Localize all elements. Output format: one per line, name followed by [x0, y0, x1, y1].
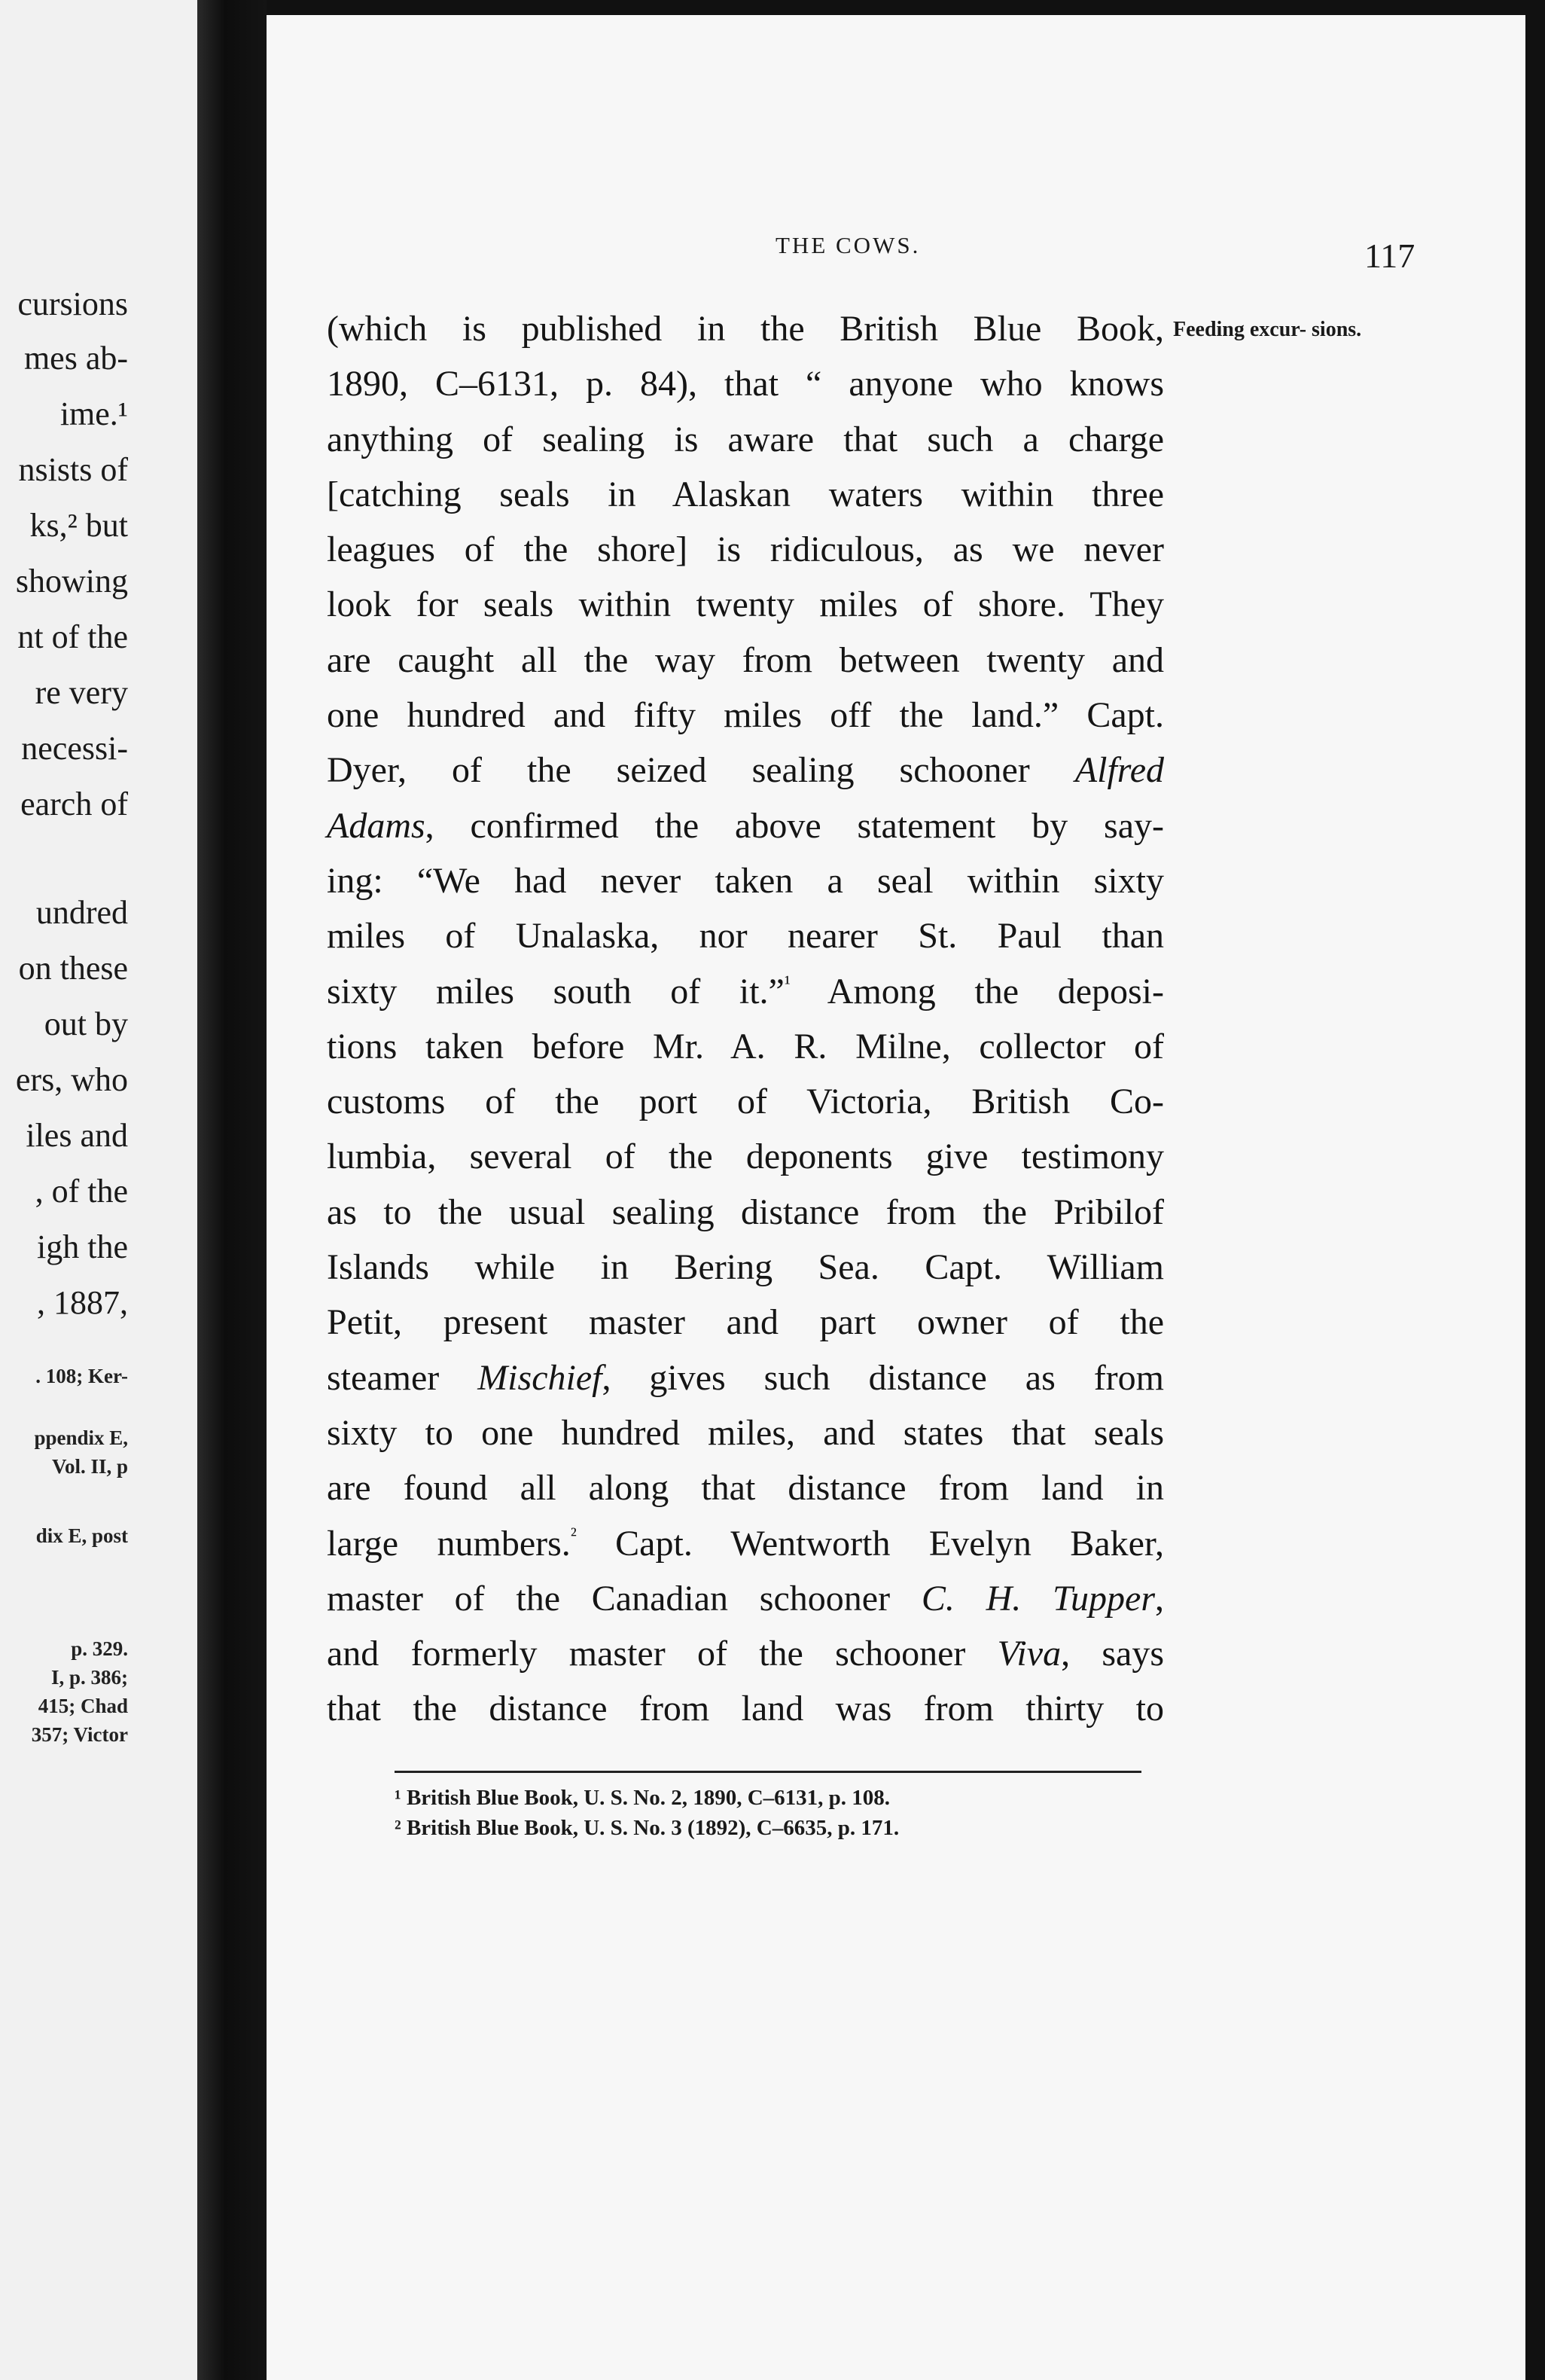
text-line: steamer Mischief, gives such distance as from	[327, 1357, 1165, 1398]
left-page-line: , 1887,	[37, 1284, 128, 1321]
text-line: Islands while in Bering Sea. Capt. William	[327, 1247, 1164, 1288]
left-page-line: cursions	[17, 285, 128, 322]
text-line: ing: “We had never taken a seal within sixty	[327, 860, 1164, 901]
text-line: large numbers.$^{^2}$ Capt. Wentworth Evelyn Baker,	[327, 1523, 1164, 1564]
text-line: Adams, confirmed the above statement by say-	[327, 805, 1164, 846]
left-page-line: re very	[35, 674, 128, 711]
text-line: tions taken before Mr. A. R. Milne, collector of	[327, 1026, 1164, 1066]
left-page-footnote-line: . 108; Ker-	[35, 1365, 128, 1387]
text-line: as to the usual sealing distance from the Pribilof	[327, 1192, 1164, 1232]
left-page-line: nt of the	[17, 618, 128, 655]
running-header: THE COWS.	[776, 232, 921, 258]
text-line: one hundred and fifty miles off the land.” Capt.	[327, 695, 1164, 736]
left-page-line: showing	[15, 563, 128, 600]
left-page-footnote-line: 415; Chad	[38, 1695, 128, 1717]
left-page-line: ks,² but	[29, 507, 128, 544]
left-page-line: on these	[18, 950, 128, 987]
footnote-rule	[395, 1771, 1141, 1773]
text-line: (which is published in the British Blue Book,	[327, 309, 1164, 349]
left-page-footnote-line: ppendix E,	[34, 1426, 128, 1449]
left-page-edge	[0, 0, 197, 2380]
text-line: customs of the port of Victoria, British Co-	[327, 1082, 1164, 1122]
footnote-1: ¹ British Blue Book, U. S. No. 2, 1890, C–6131, p. 108.	[395, 1786, 891, 1810]
text-line: miles of Unalaska, nor nearer St. Paul than	[327, 916, 1164, 957]
left-page-line: earch of	[20, 786, 128, 822]
text-line: lumbia, several of the deponents give testimony	[327, 1137, 1164, 1177]
footnote-2: ² British Blue Book, U. S. No. 3 (1892), C–6635, p. 171.	[395, 1816, 900, 1840]
left-page-line: out by	[44, 1005, 128, 1042]
footnotes	[395, 1783, 1147, 1843]
text-line: [catching seals in Alaskan waters within three	[327, 474, 1164, 514]
left-page-line: igh the	[37, 1228, 128, 1265]
page-number: 117	[1364, 236, 1415, 275]
text-line: sixty to one hundred miles, and states that seals	[327, 1412, 1164, 1453]
text-line: anything of sealing is aware that such a charge	[327, 419, 1164, 459]
text-line: are found all along that distance from land in	[327, 1468, 1164, 1509]
text-line: master of the Canadian schooner C. H. Tupper,	[327, 1578, 1165, 1619]
left-page-line: necessi-	[21, 730, 128, 767]
left-page-line: iles and	[26, 1117, 128, 1154]
body-text	[327, 301, 1164, 1737]
left-page-footnote-line: I, p. 386;	[50, 1666, 128, 1689]
left-page-line: , of the	[35, 1173, 128, 1210]
margin-note: Feeding excur- sions.	[1173, 318, 1362, 341]
text-line: sixty miles south of it.”$^{^1}$ Among the deposi-	[327, 971, 1165, 1012]
left-page-footnote-line: dix E, post	[35, 1524, 128, 1547]
text-line: Dyer, of the seized sealing schooner Alfred	[327, 750, 1164, 791]
text-line: look for seals within twenty miles of shore. They	[327, 584, 1164, 625]
text-line: are caught all the way from between twenty and	[327, 639, 1164, 680]
book-gutter	[197, 0, 267, 2380]
text-line: leagues of the shore] is ridiculous, as we never	[327, 529, 1164, 570]
left-page-footnote-line: 357; Victor	[31, 1723, 128, 1746]
text-line: Petit, present master and part owner of the	[327, 1302, 1164, 1343]
left-page-footnote-line: p. 329.	[71, 1637, 128, 1660]
text-line: and formerly master of the schooner Viva, says	[327, 1634, 1165, 1674]
left-page-line: ime.¹	[59, 395, 128, 432]
text-line: that the distance from land was from thirty to	[327, 1689, 1164, 1729]
left-page-line: undred	[35, 894, 128, 931]
left-page-line: mes ab-	[23, 340, 128, 377]
text-line: 1890, C–6131, p. 84), that “ anyone who knows	[327, 364, 1164, 404]
left-page-line: nsists of	[18, 451, 128, 488]
left-page-footnote-line: Vol. II, p	[51, 1455, 128, 1478]
left-page-line: ers, who	[15, 1061, 128, 1098]
